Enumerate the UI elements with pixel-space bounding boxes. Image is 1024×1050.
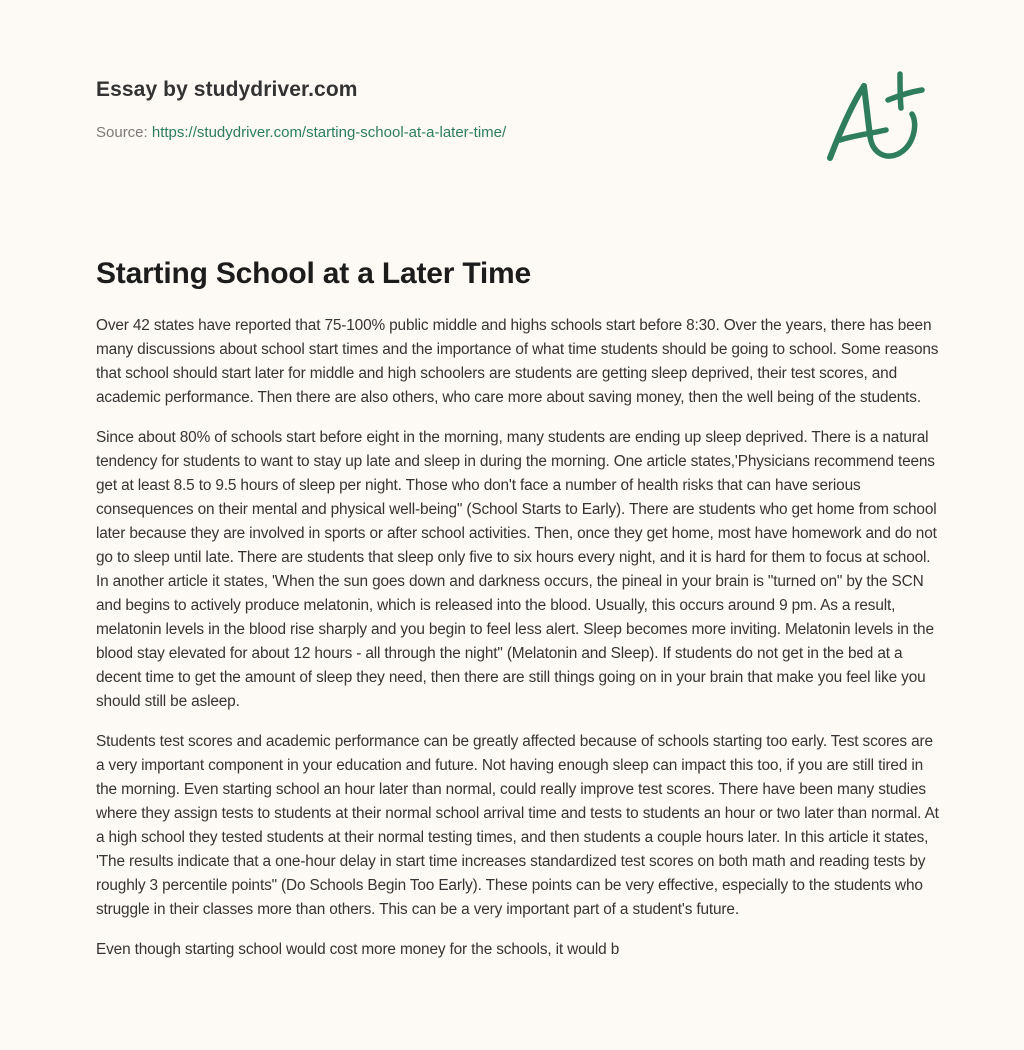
essay-paragraph: Since about 80% of schools start before eight in the morning, many students are ending up sleep deprived. There is a natural tendency for students to want to stay up late and sleep in during the morning. One article states,'Physicians recommend teens get at least 8.5 to 9.5 hours of sleep per night. Those who don't face a number of health risks that can have serious consequences on their mental and physical well-being" (School Starts to Early). There are students who get home from school later because they are involved in sports or after school activities. Then, once they get home, most have homework and do not go to sleep until late. There are students that sleep only five to six hours every night, and it is hard for them to focus at school. In another article it states, 'When the sun goes down and darkness occurs, the pineal in your brain is "turned on" by the SCN and begins to actively produce melatonin, which is released into the blood. Usually, this occurs around 9 pm. As a result, melatonin levels in the blood rise sharply and you begin to feel less alert. Sleep becomes more inviting. Melatonin levels in the blood stay elevated for about 12 hours - all through the night" (Melatonin and Sleep). If students do not get in the bed at a decent time to get the amount of sleep they need, then there are still things going on in your brain that make you feel like you should still be asleep. <box>96 429 937 710</box>
a-plus-grade-icon <box>818 62 938 172</box>
source-label: Source: <box>96 124 152 141</box>
essay-paragraph: Over 42 states have reported that 75-100% public middle and highs schools start before 8:30. Over the years, there has been many discussions about school start times and the importance of what time students should be going to school. Some reasons that school should start later for middle and high schoolers are students are getting sleep deprived, their test scores, and academic performance. Then there are also others, who care more about saving money, then the well being of the students. <box>96 317 939 406</box>
source-link[interactable]: https://studydriver.com/starting-school-at-a-later-time/ <box>151 124 507 141</box>
essay-body <box>96 314 942 978</box>
source-line <box>96 123 796 143</box>
essay-paragraph-truncated: Even though starting school would cost more money for the schools, it would b <box>96 941 620 958</box>
essay-title: Starting School at a Later Time <box>96 257 532 290</box>
essay-header <box>96 76 796 143</box>
essay-paragraph: Students test scores and academic performance can be greatly affected because of schools starting too early. Test scores are a very important component in your education and future. Not having enough sleep can impact this too, if you are still tired in the morning. Even starting school an hour later than normal, could really improve test scores. There have been many studies where they assign tests to students at their normal school arrival time and tests to students an hour or two later than normal. At a high school they tested students at their normal testing times, and then students a couple hours later. In this article it states, 'The results indicate that a one-hour delay in start time increases standardized test scores on both math and reading tests by roughly 3 percentile points" (Do Schools Begin Too Early). These points can be very effective, especially to the students who struggle in their classes more than others. This can be a very important part of a student's future. <box>96 733 939 918</box>
site-title: Essay by studydriver.com <box>96 78 358 101</box>
